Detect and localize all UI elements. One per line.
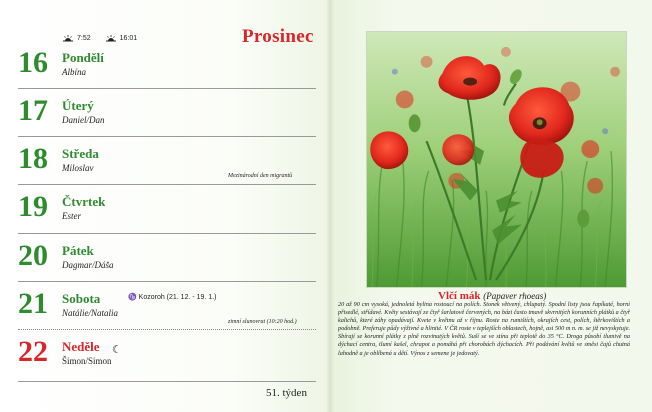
day-number: 18	[18, 142, 48, 175]
note-winter-solstice: zimní slunovrat (10:20 hod.)	[228, 319, 297, 325]
sunrise-time: 7:52	[77, 34, 91, 42]
note-zodiac: ♑ Kozoroh (21. 12. - 19. 1.)	[128, 294, 217, 301]
poppy-photo	[366, 31, 627, 288]
name-day: Daniel/Dan	[62, 115, 105, 125]
sunset-time: 16:01	[119, 34, 138, 42]
poppy-illustration	[367, 32, 626, 287]
week-number: 51. týden	[266, 387, 307, 399]
sun-times	[62, 34, 137, 42]
sunset	[105, 34, 138, 42]
moon-phase-icon: ☾	[112, 344, 122, 356]
day-separator	[18, 329, 316, 330]
day-separator	[18, 281, 316, 282]
sunset-icon	[105, 34, 117, 42]
day-name: Sobota	[62, 291, 101, 306]
day-separator	[18, 88, 316, 89]
day-number: 17	[18, 94, 48, 127]
day-name: Úterý	[62, 98, 94, 113]
day-name: Pátek	[62, 243, 94, 258]
page-fold	[326, 0, 334, 412]
name-day: Natálie/Natalia	[62, 308, 119, 318]
name-day: Dagmar/Dáša	[62, 260, 114, 270]
note-migrants-day: Mezinárodní den migrantů	[228, 173, 293, 179]
plant-description: 20 až 90 cm vysoká, jednoletá bylina rostoucí na polích. Stonek větvený, chlupatý. Spodní listy jsou řapíkaté, horní přisedlé, střídavé. Květy sestávají ze čtyř šarlatově červených, na bázi často tmavě skvrnitých korunních plátků a čtyř kalichů, které záhy opadávají. Kvete v květnu až v říjnu. Roste na rumištích, okrajích cest, polích, štěrkovištích a podobně. Preferuje půdy výživné a hlinité. V ČR roste v teplejších oblastech, hojně, asi 500 m n. m. se již nevyskytuje. Sbírají se korunní plátky z plně rozvinutých květů. Suší se ve stínu při teplotě do 35 °C. Droga působí tlumivě na dýchací centra, tlumí kašel, chrapot a pomáhá při chorobách dýchacích. Při podávání květů ve směsi čajů chutná lahodně a je oblíbená u dětí. Výnos z semene je jedovatý.	[338, 301, 630, 357]
day-number: 16	[18, 46, 48, 79]
day-separator	[18, 233, 316, 234]
day-separator	[18, 381, 316, 382]
name-day: Albína	[62, 67, 86, 77]
sunrise	[62, 34, 91, 42]
day-separator	[18, 136, 316, 137]
month-title: Prosinec	[242, 26, 314, 47]
name-day: Šimon/Simon	[62, 356, 112, 366]
day-number: 22	[18, 335, 48, 368]
day-number: 20	[18, 239, 48, 272]
caption-latin-name: (Papaver rhoeas)	[483, 291, 547, 301]
day-number: 19	[18, 190, 48, 223]
day-name: Pondělí	[62, 50, 104, 65]
name-day: Miloslav	[62, 163, 94, 173]
name-day: Ester	[62, 211, 81, 221]
day-number: 21	[18, 287, 48, 320]
day-name: Středa	[62, 146, 99, 161]
day-name: Čtvrtek	[62, 194, 106, 209]
day-name: Neděle	[62, 339, 100, 354]
sunrise-icon	[62, 34, 74, 42]
day-separator	[18, 184, 316, 185]
caption-czech-name: Vlčí mák	[438, 290, 481, 302]
